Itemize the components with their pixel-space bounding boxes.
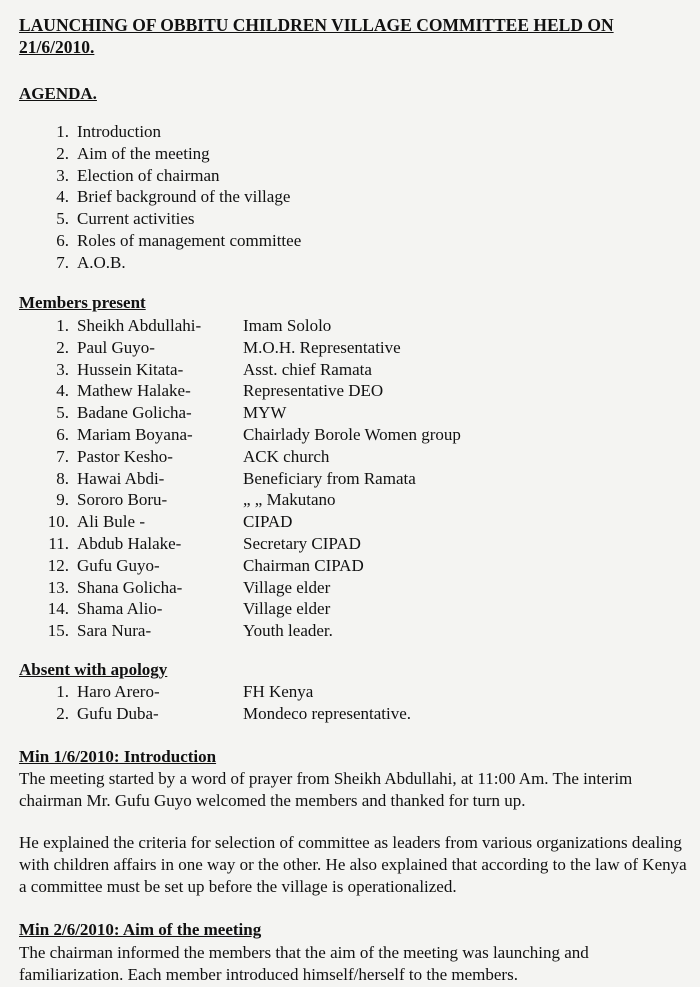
list-item <box>19 208 195 230</box>
list-item <box>19 143 210 165</box>
member-role: Chairman CIPAD <box>243 555 364 575</box>
member-name: Shama Alio- <box>77 599 163 619</box>
item-number: 10. <box>47 512 69 532</box>
min1-heading: Min 1/6/2010: Introduction <box>19 747 217 766</box>
list-item <box>19 555 364 577</box>
member-role: Mondeco representative. <box>243 703 412 723</box>
list-item <box>19 598 331 620</box>
list-item <box>19 533 361 555</box>
member-role: Secretary CIPAD <box>243 533 361 553</box>
item-number: 1. <box>56 122 69 141</box>
item-number: 1. <box>56 682 69 701</box>
item-number: 3. <box>56 359 69 379</box>
min1-paragraph-2: He explained the criteria for selection of committee as leaders from various organizations dealing with children affairs in one way or the other. He also explained that according to the law of Kenya a committee must be set up before the village is operationalized. <box>19 833 687 896</box>
member-name: Haro Arero- <box>77 682 160 701</box>
agenda-item-text: Introduction <box>77 122 162 141</box>
member-role: Village elder <box>243 599 331 619</box>
list-item <box>19 577 331 599</box>
list-item <box>19 165 220 187</box>
list-item <box>19 359 372 381</box>
list-item <box>19 681 314 703</box>
members-present-heading: Members present <box>19 293 146 312</box>
member-role: Youth leader. <box>243 621 333 641</box>
member-name: Abdub Halake- <box>77 533 182 553</box>
list-item <box>19 315 332 337</box>
member-name: Sororo Boru- <box>77 490 168 510</box>
item-number: 2. <box>56 337 69 357</box>
member-role: Chairlady Borole Women group <box>243 424 461 444</box>
item-number: 6. <box>56 230 69 250</box>
member-name: Pastor Kesho- <box>77 446 173 466</box>
member-name: Sheikh Abdullahi- <box>77 316 202 335</box>
member-role: CIPAD <box>243 512 293 532</box>
members-present-list <box>19 315 461 642</box>
item-number: 15. <box>47 621 69 641</box>
agenda-item-text: Election of chairman <box>77 165 220 185</box>
agenda-item-text: Aim of the meeting <box>77 143 210 163</box>
member-name: Sara Nura- <box>77 621 152 641</box>
item-number: 4. <box>56 187 69 207</box>
list-item <box>19 402 287 424</box>
list-item <box>19 230 302 252</box>
agenda-item-text: Roles of management committee <box>77 230 302 250</box>
member-name: Hussein Kitata- <box>77 359 184 379</box>
member-role: Representative DEO <box>243 381 384 401</box>
item-number: 3. <box>56 165 69 185</box>
member-role: Beneficiary from Ramata <box>243 468 416 488</box>
list-item <box>19 446 330 468</box>
member-role: M.O.H. Representative <box>243 337 401 357</box>
item-number: 13. <box>47 577 69 597</box>
list-item <box>19 186 291 208</box>
list-item <box>19 424 461 446</box>
min2-paragraph-1: The chairman informed the members that the aim of the meeting was launching and familiarization. Each member introduced himself/herself to the members. <box>19 943 589 984</box>
document-title: LAUNCHING OF OBBITU CHILDREN VILLAGE COMMITTEE HELD ON 21/6/2010. <box>19 15 614 57</box>
item-number: 4. <box>56 381 69 401</box>
list-item <box>19 703 412 725</box>
item-number: 6. <box>56 424 69 444</box>
member-role: ACK church <box>243 446 330 466</box>
absent-heading: Absent with apology <box>19 660 168 679</box>
member-role: MYW <box>243 403 287 423</box>
item-number: 8. <box>56 468 69 488</box>
member-name: Shana Golicha- <box>77 577 183 597</box>
list-item <box>19 511 293 533</box>
agenda-item-text: Current activities <box>77 209 195 229</box>
list-item <box>19 337 401 359</box>
agenda-item-text: A.O.B. <box>77 252 126 272</box>
member-name: Gufu Guyo- <box>77 555 160 575</box>
item-number: 5. <box>56 209 69 229</box>
agenda-heading: AGENDA. <box>19 84 97 103</box>
item-number: 2. <box>56 143 69 163</box>
member-name: Hawai Abdi- <box>77 468 165 488</box>
item-number: 11. <box>48 533 69 553</box>
absent-list <box>19 681 412 725</box>
item-number: 12. <box>47 555 69 575</box>
item-number: 7. <box>56 446 69 466</box>
member-role: Imam Sololo <box>243 316 332 335</box>
member-role: FH Kenya <box>243 682 314 701</box>
member-name: Badane Golicha- <box>77 403 192 423</box>
member-role: Village elder <box>243 577 331 597</box>
item-number: 7. <box>56 252 69 272</box>
min2-heading: Min 2/6/2010: Aim of the meeting <box>19 920 262 939</box>
list-item <box>19 380 384 402</box>
member-name: Gufu Duba- <box>77 703 159 723</box>
member-role: „ „ Makutano <box>243 490 336 510</box>
member-name: Ali Bule - <box>77 512 145 532</box>
min1-paragraph-1: The meeting started by a word of prayer from Sheikh Abdullahi, at 11:00 Am. The interim chairman Mr. Gufu Guyo welcomed the members and thanked for turn up. <box>19 769 633 810</box>
member-name: Mariam Boyana- <box>77 424 193 444</box>
item-number: 1. <box>56 316 69 335</box>
item-number: 9. <box>56 490 69 510</box>
item-number: 2. <box>56 703 69 723</box>
item-number: 14. <box>47 599 69 619</box>
list-item <box>19 620 333 642</box>
item-number: 5. <box>56 403 69 423</box>
agenda-item-text: Brief background of the village <box>77 187 291 207</box>
list-item <box>19 468 416 490</box>
list-item <box>19 489 336 511</box>
list-item <box>19 252 126 274</box>
agenda-list <box>19 121 302 274</box>
list-item <box>19 121 162 143</box>
member-name: Paul Guyo- <box>77 337 155 357</box>
member-role: Asst. chief Ramata <box>243 359 372 379</box>
member-name: Mathew Halake- <box>77 381 191 401</box>
